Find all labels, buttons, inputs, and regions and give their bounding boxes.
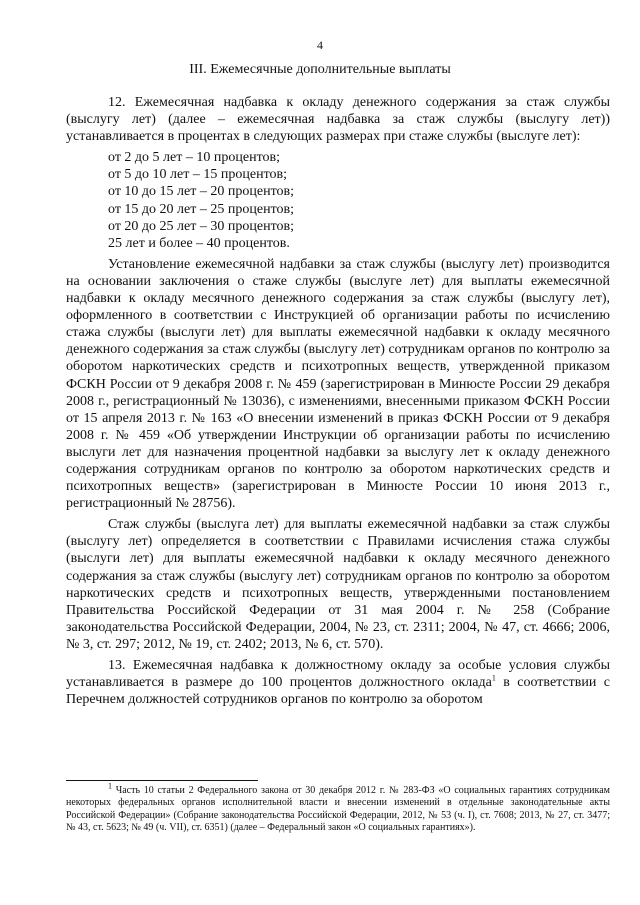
document-body <box>66 94 610 712</box>
section-heading: III. Ежемесячные дополнительные выплаты <box>189 62 451 77</box>
list-item: от 5 до 10 лет – 15 процентов; <box>108 167 287 183</box>
footnote-text: Часть 10 статьи 2 Федерального закона от 30 декабря 2012 г. № 283-ФЗ «О социальных гарантиях сотрудникам некоторых федеральных органов исполнительной власти и внесении изменений в отдельные законодательные акты Российской Федерации» (Собрание законодательства Российской Федерации, 2012, № 53 (ч. I), ст. 7608; 2013, № 27, ст. 3477; № 43, ст. 5623; № 49 (ч. VII), ст. 6351) (далее – Федеральный закон «О социальных гарантиях»). <box>66 785 610 834</box>
paragraph-12-intro: 12. Ежемесячная надбавка к окладу денежного содержания за стаж службы (выслугу лет) (далее – ежемесячная надбавка за стаж службы (выслугу лет)) устанавливается в процентах в следующих размерах при стаже службы (выслуге лет): <box>66 95 610 145</box>
footnote-reference: 1 <box>491 673 496 683</box>
paragraph-13 <box>66 657 610 708</box>
footnote-divider <box>66 780 258 781</box>
footnote <box>66 781 610 835</box>
list-item: от 10 до 15 лет – 20 процентов; <box>108 184 294 200</box>
footnote-marker: 1 <box>108 781 112 791</box>
paragraph-13-text: 13. Ежемесячная надбавка к должностному окладу за особые условия службы устанавливается в размере до 100 процентов должностного оклада <box>66 658 610 691</box>
seniority-tier-list <box>66 149 610 252</box>
list-item: от 2 до 5 лет – 10 процентов; <box>108 150 280 166</box>
paragraph-service-length: Стаж службы (выслуга лет) для выплаты ежемесячной надбавки за стаж службы (выслугу лет) определяется в соответствии с Правилами исчисления стажа службы (выслуги лет) для выплаты ежемесячной надбавки к окладу месячного денежного содержания за стаж службы (выслугу лет) сотрудникам органов по контролю за оборотом наркотических средств и психотропных веществ, утвержденными постановлением Правительства Российской Федерации от 31 мая 2004 г. № 258 (Собрание законодательства Российской Федерации, 2004, № 23, ст. 2311; 2004, № 47, ст. 4666; 2006, № 3, ст. 297; 2012, № 19, ст. 2402; 2013, № 6, ст. 570). <box>66 517 610 652</box>
list-item: 25 лет и более – 40 процентов. <box>108 235 290 251</box>
list-item: от 15 до 20 лет – 25 процентов; <box>108 201 294 217</box>
page-number: 4 <box>317 38 323 52</box>
paragraph-establishment: Установление ежемесячной надбавки за стаж службы (выслугу лет) производится на основании заключения о стаже службы (выслуге лет) для выплаты ежемесячной надбавки к окладу месячного денежного содержания за стаж службы (выслугу лет), оформленного в соответствии с Инструкцией об организации работы по исчислению стажа службы (выслуги лет) для выплаты ежемесячной надбавки к окладу месячного денежного содержания за стаж службы (выслугу лет) сотрудникам органов по контролю за оборотом наркотических средств и психотропных веществ, утвержденной приказом ФСКН России от 9 декабря 2008 г. № 459 (зарегистрирован в Минюсте России 29 декабря 2008 г., регистрационный № 13036), с изменениями, внесенными приказом ФСКН России от 15 апреля 2013 г. № 163 «О внесении изменений в приказ ФСКН России от 9 декабря 2008 г. № 459 «Об утверждении Инструкции об организации работы по исчислению выслуги лет для назначения процентной надбавки за выслугу лет к окладу денежного содержания сотрудникам органов по контролю за оборотом наркотических средств и психотропных веществ» (зарегистрирован в Минюсте России 10 июня 2013 г., регистрационный № 28756). <box>66 256 610 512</box>
paragraph-13-text-continued: в соответствии с Перечнем должностей сотрудников органов по контролю за оборотом <box>66 675 610 708</box>
list-item: от 20 до 25 лет – 30 процентов; <box>108 218 294 234</box>
